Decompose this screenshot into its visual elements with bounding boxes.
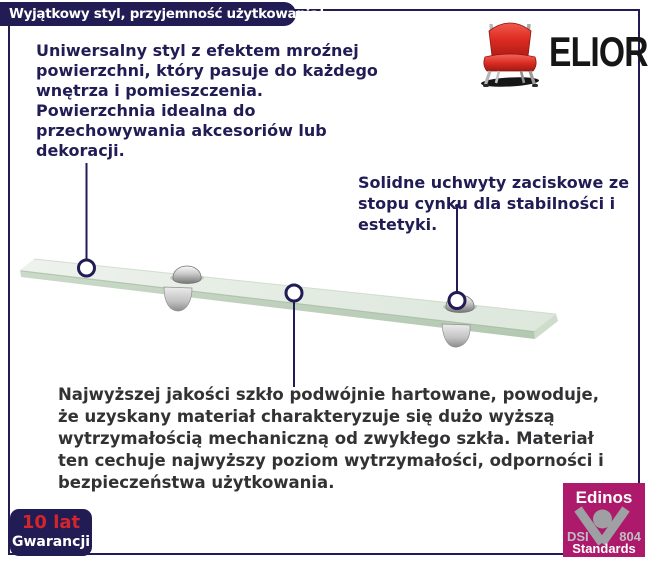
callout-surface bbox=[79, 163, 95, 276]
callout-marker-brackets bbox=[449, 293, 465, 309]
callout-marker-surface bbox=[79, 260, 95, 276]
warranty-badge bbox=[10, 509, 92, 556]
warranty-years: 10 lat bbox=[21, 512, 81, 533]
brand-wordmark: ELIOR bbox=[549, 28, 648, 75]
edinos-brand: Edinos bbox=[575, 488, 633, 507]
callout-text-surface: Uniwersalny styl z efektem mroźnej powierzchni, który pasuje do każdego wnętrza i pomieszczenia. Powierzchnia idealna do przechowywania akcesoriów lub dekoracji. bbox=[36, 41, 378, 160]
edinos-standards: Standards bbox=[572, 541, 636, 556]
warranty-label: Gwarancji bbox=[11, 534, 91, 550]
edinos-dsi: DSI bbox=[567, 529, 589, 544]
edinos-804: 804 bbox=[619, 529, 641, 544]
edinos-dot bbox=[593, 510, 612, 529]
callout-marker-glass bbox=[286, 285, 302, 301]
callout-text-glass: Najwyższej jakości szkło podwójnie hartowane, powoduje, że uzyskany materiał charakteryzuje się dużo wyższą wytrzymałością mechaniczną od zwykłego szkła. Materiał ten cechuje najwyższy poziom wytrzymałości, odporności i bezpieczeństwa użytkowania. bbox=[58, 385, 604, 492]
callout-text-brackets: Solidne uchwyty zaciskowe ze stopu cynku dla stabilności i estetyki. bbox=[358, 173, 630, 234]
edinos-badge bbox=[563, 483, 645, 557]
callout-glass bbox=[286, 285, 302, 387]
banner-text: Wyjątkowy styl, przyjemność użytkowania! bbox=[9, 6, 325, 22]
